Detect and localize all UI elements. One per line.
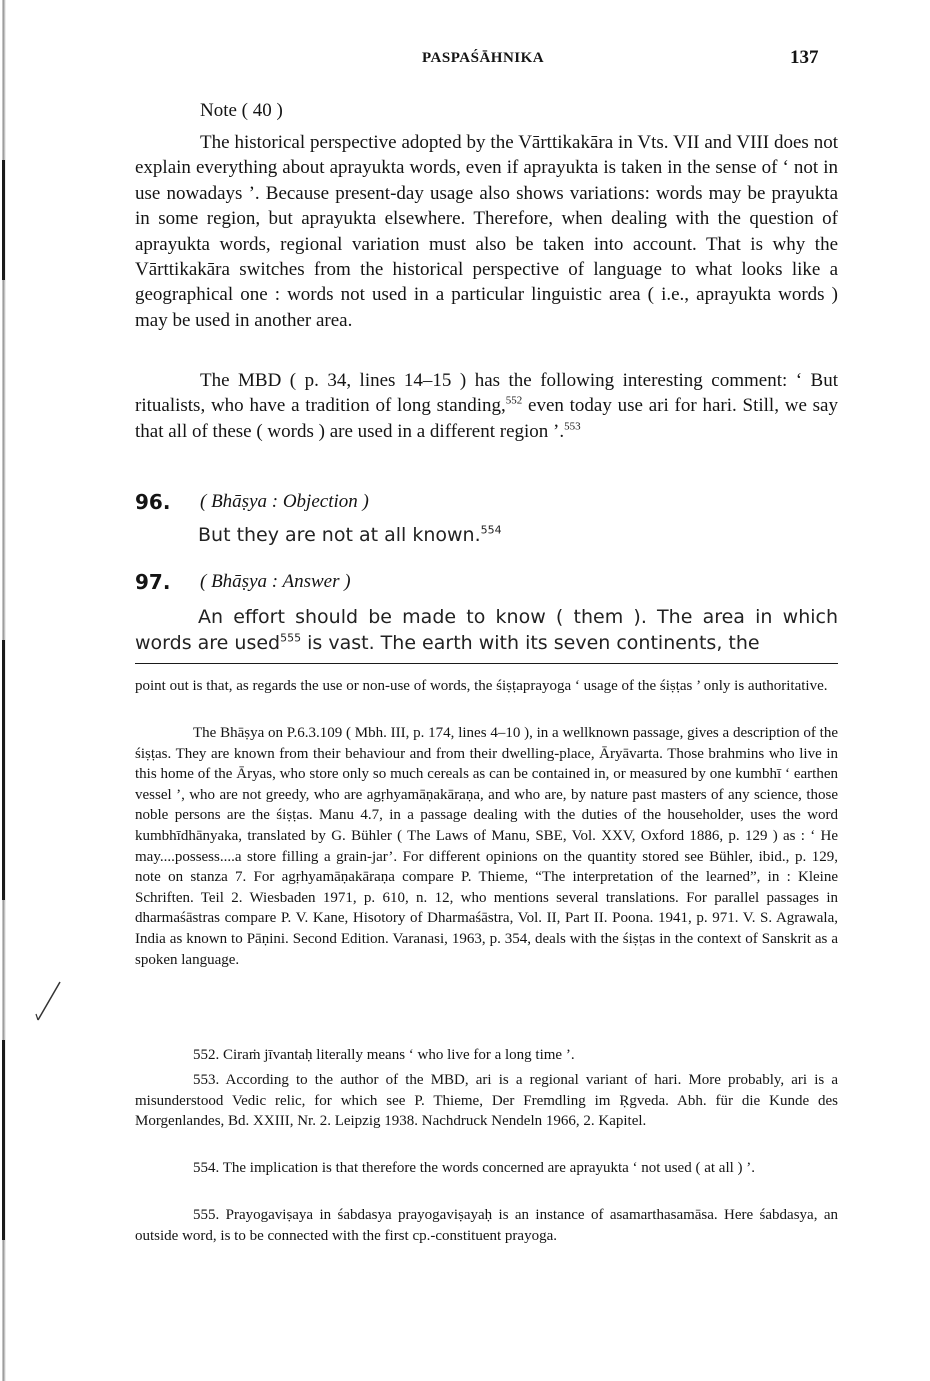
section-97-heading bbox=[135, 570, 351, 594]
paragraph-text: The historical perspective adopted by the Vārttikakāra in Vts. VII and VIII does not explain everything about aprayukta words, even if aprayukta is taken in the sense of ‘ not in use nowadays ’. Because present-day usage also shows variations: words may be prayukta in some region, but aprayukta elsewhere. Therefore, when dealing with the question of aprayukta words, regional variation must also be taken into account. That is why the Vārttikakāra switches from the historical perspective of language to what looks like a geographical one : words not used in a particular linguistic area ( i.e., aprayukta words ) may be used in another area. bbox=[135, 132, 838, 331]
binding-shadow bbox=[2, 1040, 5, 1240]
paragraph-text-a: The MBD ( p. 34, lines 14–15 ) has the following interesting comment: ‘ But ritualists, who have a tradition of long standing, bbox=[135, 370, 838, 417]
footnote-text: 554. The implication is that therefore the words concerned are aprayukta ‘ not used ( at all ) ’. bbox=[193, 1160, 756, 1176]
section-96-text bbox=[198, 524, 502, 546]
footnote-552 bbox=[135, 1045, 838, 1066]
footnote-text: point out is that, as regards the use or non-use of words, the śiṣṭaprayoga ‘ usage of the śiṣṭas ’ only is authoritative. bbox=[135, 678, 828, 694]
footnote-text: The Bhāṣya on P.6.3.109 ( Mbh. III, p. 174, lines 4–10 ), in a wellknown passage, gives a description of the śiṣṭas. They are known from their behaviour and from their dwelling-place, Āryāvarta. Those brahmins who live in this home of the Āryas, who store only so much cereals as can be contained in, or measured by one kumbhī ‘ earthen vessel ’, who are not greedy, who are agṛhyamāṇakāraṇa, and who are, by nature past masters of any science, those noble persons are the śiṣṭas. Manu 4.7, in a passage dealing with the duties of the householder, uses the word kumbhīdhānyaka, translated by G. Bühler ( The Laws of Manu, SBE, Vol. XXV, Oxford 1886, p. 129 ) as : ‘ He may....possess....a store filling a grain-jar’. For different opinions on the quantity stored see Bühler, ibid., p. 129, note on stanza 7. For agṛhyamāṇakāraṇa compare P. Thieme, “The interpretation of the learned”, in : Kleine Schriften. Teil 2. Wiesbaden 1971, p. 610, n. 12, who mentions several translations. For parallel passages in dharmaśāstras compare P. V. Kane, Hisotory of Dharmaśāstra, Vol. II, Part II. Poona. 1941, p. 971. V. S. Agrawala, India as known to Pāṇini. Second Edition. Varanasi, 1963, p. 354, deals with the śiṣṭas in the context of Sanskrit as a spoken language. bbox=[135, 725, 838, 968]
paragraph-text-b: even today use ari for hari. Still, we say that all of these ( words ) are used in a different region ’. bbox=[135, 395, 838, 442]
footnote-continuation bbox=[135, 676, 838, 697]
note-paragraph-1 bbox=[135, 130, 838, 333]
pencil-margin-mark-icon bbox=[34, 980, 62, 1022]
section-96-heading bbox=[135, 490, 369, 514]
section-97-text bbox=[135, 604, 838, 656]
footnote-555 bbox=[135, 1205, 838, 1246]
translation-text-b: is vast. The earth with its seven continents, the bbox=[301, 632, 760, 654]
footnote-text: 555. Prayogaviṣaya in śabdasya prayogaviṣayaḥ is an instance of asamarthasamāsa. Here śabdasya, an outside word, is to be connected with the first cp.-constituent prayoga. bbox=[135, 1207, 838, 1244]
footnote-554 bbox=[135, 1158, 838, 1179]
section-title: ( Bhāṣya : Objection ) bbox=[200, 491, 369, 512]
note-heading: Note ( 40 ) bbox=[200, 100, 283, 121]
section-title: ( Bhāṣya : Answer ) bbox=[200, 571, 351, 592]
footnote-bhasya-paragraph bbox=[135, 723, 838, 970]
footnote-ref: 555 bbox=[280, 631, 302, 645]
binding-shadow bbox=[2, 160, 5, 280]
footnote-text: 553. According to the author of the MBD, ari is a regional variant of hari. More probably, ari is a misunderstood Vedic relic, for which see P. Thieme, Der Fremdling im Ṛgveda. Abh. für die Kunde des Morgenlandes, Bd. XXIII, Nr. 2. Leipzig 1938. Nachdruck Nendeln 1966, 2. Kapitel. bbox=[135, 1072, 838, 1130]
footnote-rule bbox=[135, 663, 838, 664]
footnote-ref: 553 bbox=[564, 420, 581, 433]
note-paragraph-2 bbox=[135, 368, 838, 444]
paragraph-text bbox=[135, 368, 838, 444]
section-number: 96. bbox=[135, 490, 171, 514]
translation-text-a: An effort should be made to know ( them ). The area in which words are used bbox=[135, 606, 838, 654]
running-head: PASPAŚĀHNIKA bbox=[422, 50, 545, 66]
footnote-ref: 554 bbox=[480, 523, 502, 537]
footnote-ref: 552 bbox=[505, 395, 523, 408]
section-number: 97. bbox=[135, 570, 171, 594]
footnote-text: 552. Ciraṁ jīvantaḥ literally means ‘ who live for a long time ’. bbox=[193, 1047, 575, 1063]
translation-text: But they are not at all known. bbox=[198, 524, 481, 546]
binding-shadow bbox=[2, 640, 5, 900]
page-number: 137 bbox=[790, 47, 819, 68]
footnote-553 bbox=[135, 1070, 838, 1132]
